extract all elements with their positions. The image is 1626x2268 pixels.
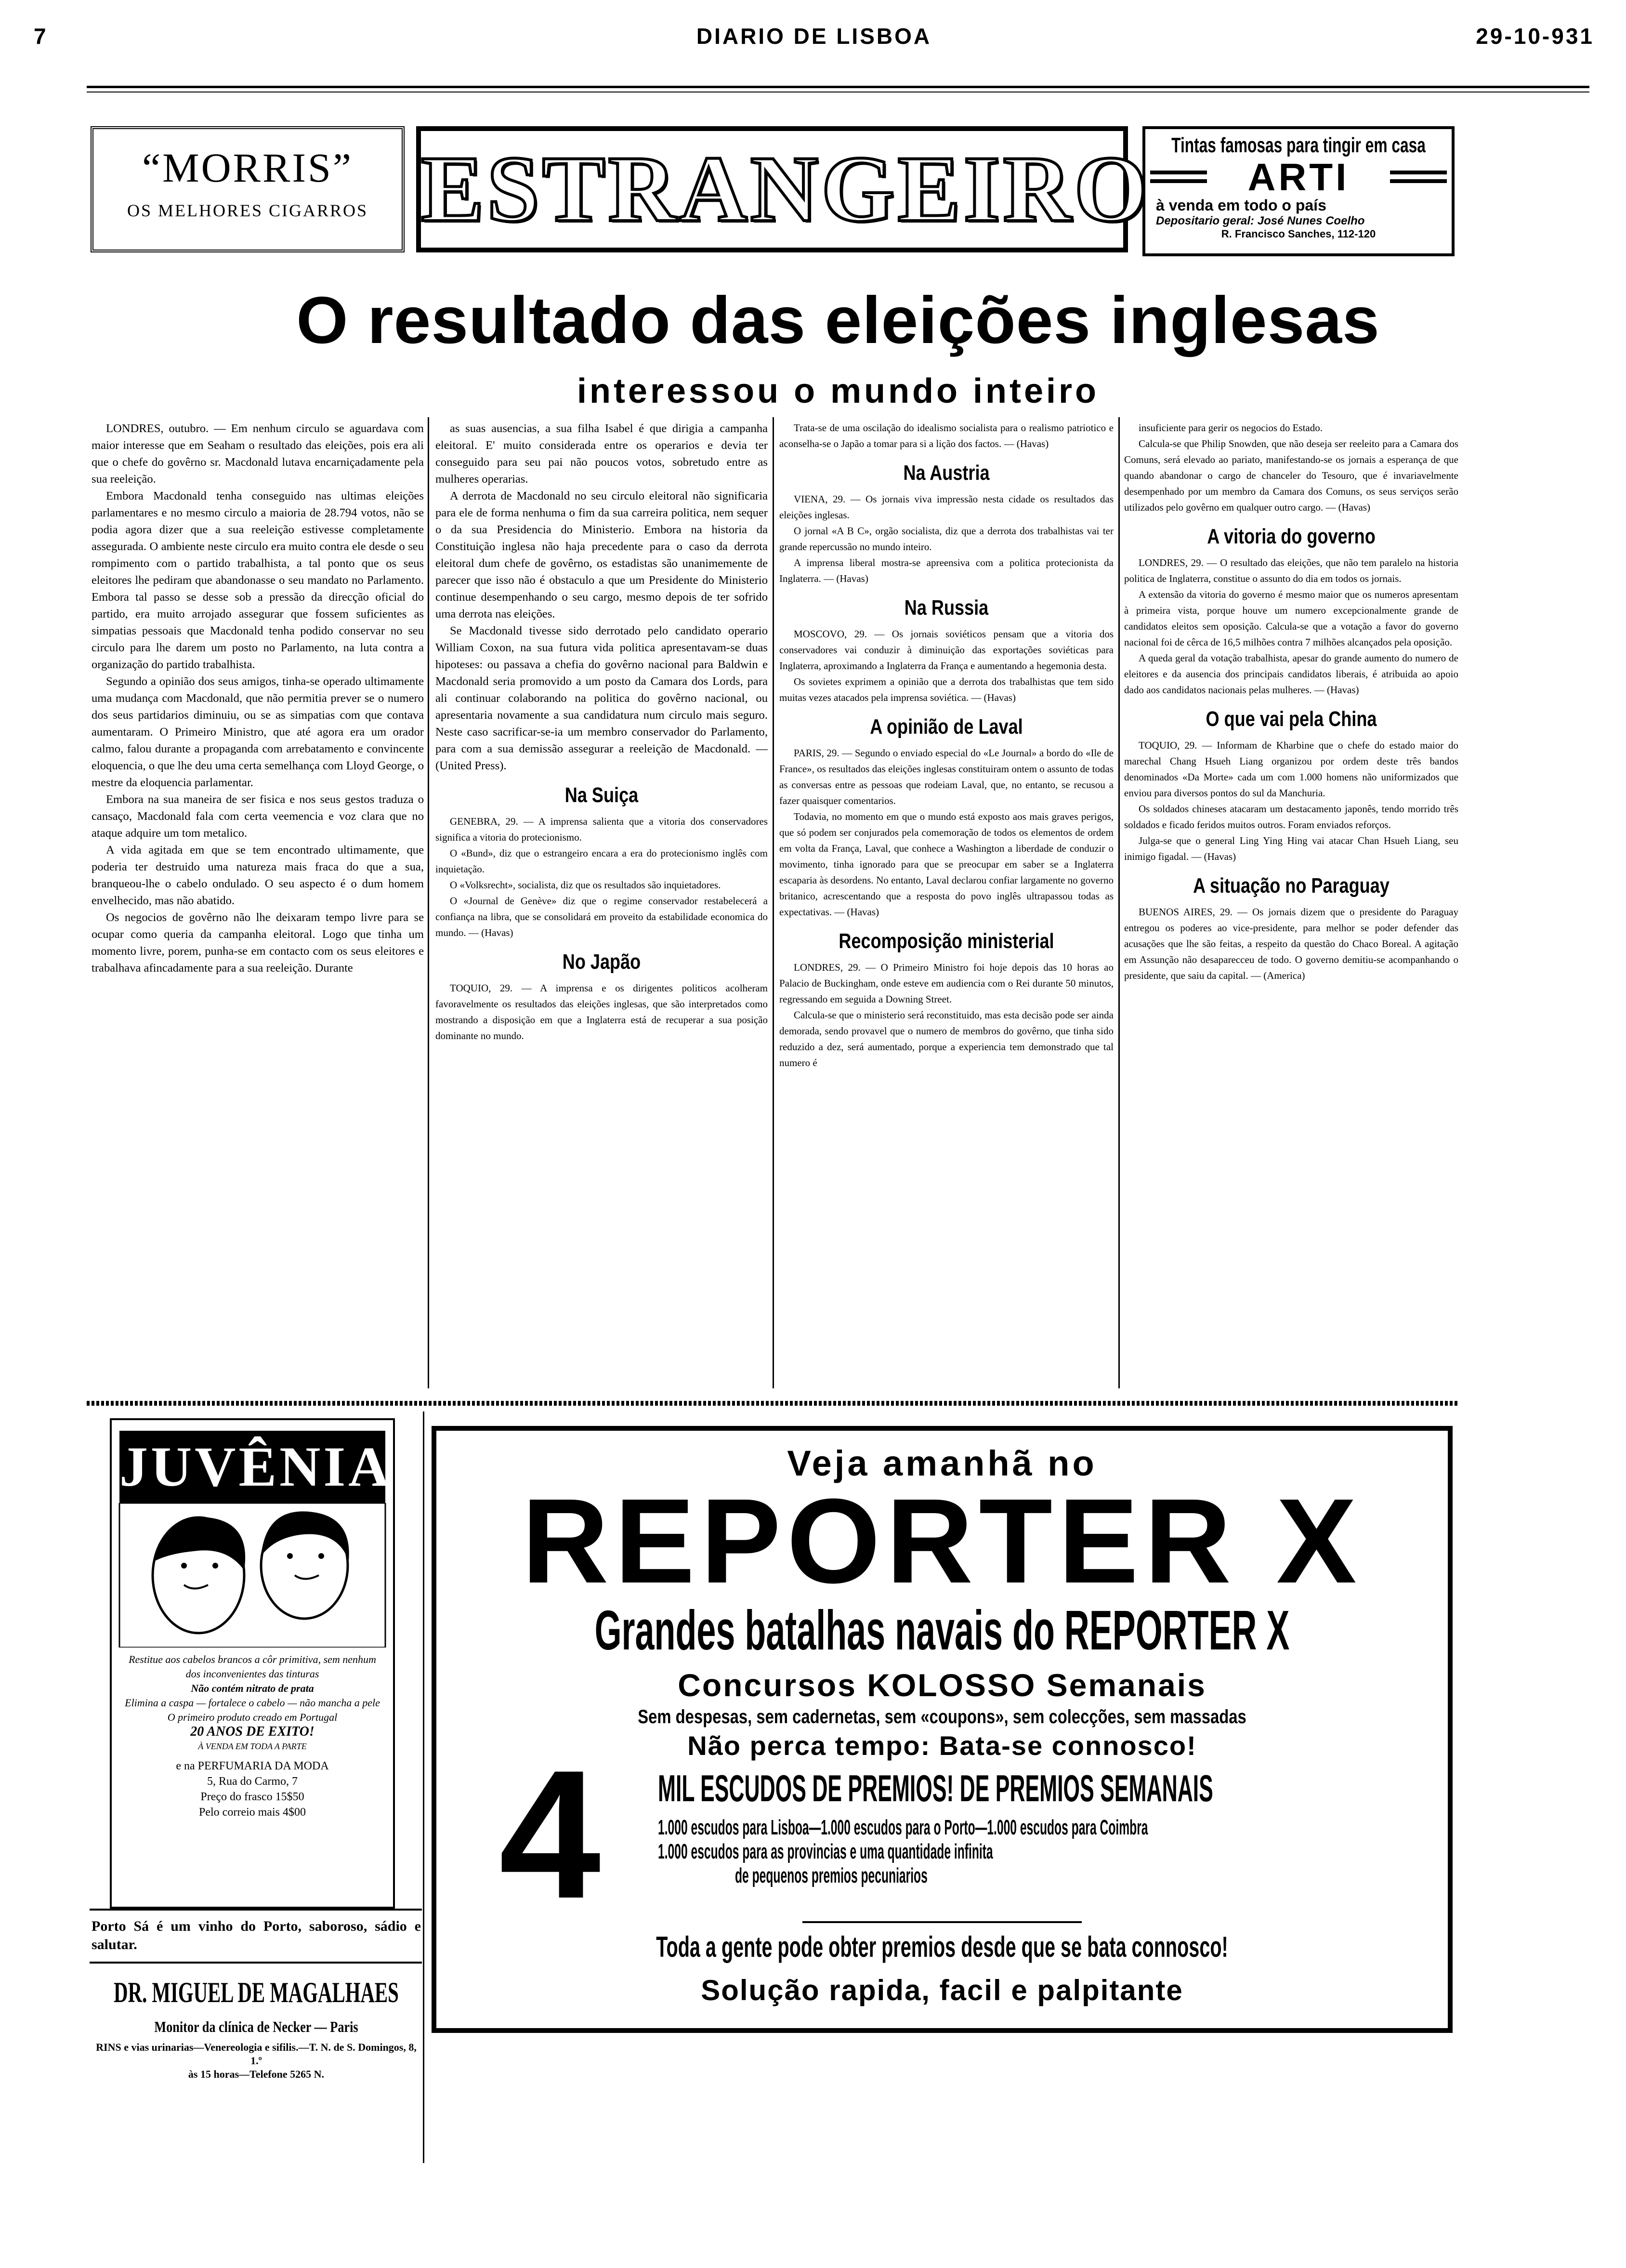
- main-subheadline: interessou o mundo inteiro: [577, 372, 1100, 410]
- article-paragraph: Calcula-se que o ministerio será reconstituido, mas esta decisão pode ser ainda demorada, sendo provavel que o numero de membros do govêrno, que tinha sido reduzido a dez, será aumentado, porque a experiencia tem demonstrado que tal numero é: [779, 1009, 1114, 1068]
- column-rule-1: [428, 417, 429, 1388]
- subhead-paraguay: A situação no Paraguay: [1193, 874, 1390, 897]
- page-number: 7: [34, 24, 48, 49]
- juvenia-bottom-rule: [90, 1909, 422, 1911]
- arti-address: R. Francisco Sanches, 112-120: [1221, 228, 1376, 240]
- subhead-laval: A opinião de Laval: [870, 715, 1023, 738]
- article-paragraph: A imprensa liberal mostra-se apreensiva com a politica protecionista da Inglaterra. — (Havas): [779, 557, 1114, 584]
- reporter-x-ad: [432, 1426, 1453, 2033]
- juvenia-text-line: 20 ANOS DE EXITO!: [190, 1724, 315, 1739]
- reporter-subtitle: Grandes batalhas navais do REPORTER X: [594, 1599, 1290, 1661]
- article-paragraph: TOQUIO, 29. — Informam de Kharbine que o chefe do estado maior do marechal Chang Hsueh Liang organizou por ordem deste três bandos denominados «Da Morte» cada um com 1.000 homens não uniformizados que enviou para diversos pontos do sul da Manchuria.: [1124, 739, 1458, 799]
- article-column-4: [1124, 420, 1458, 1393]
- main-headline: O resultado das eleições inglesas: [296, 283, 1380, 357]
- article-paragraph: Embora na sua maneira de ser fisica e nos seus gestos traduza o cansaço, Macdonald fala com certa veemencia e voz clara que no ataque adquire um tom metalico.: [92, 793, 424, 840]
- reporter-prize-line3: de pequenos premios pecuniarios: [735, 1864, 928, 1887]
- article-paragraph: VIENA, 29. — Os jornais viva impressão nesta cidade os resultados das eleições inglesas.: [779, 493, 1114, 521]
- subhead-suica: Na Suiça: [564, 783, 639, 807]
- subhead-recomposicao: Recomposição ministerial: [839, 929, 1054, 953]
- article-paragraph: Embora Macdonald tenha conseguido nas ultimas eleições parlamentares e no mesmo circulo a maioria de 28.794 votos, não se podia agora dizer que a sua reeleição estivesse completamente assegurada. O ambiente neste circulo era muito contra ele desde o seu rompimento com o partido trabalhista, a tal ponto que os seus eleitores lhe pediram que abandonasse o seu mandato no Parlamento. Embora tal passo se desse sob a pressão da direcção oficial do partido, era muito arrojado assegurar que fossem suficientes as simpatias pessoais que Macdonald tenha podido conservar no seu circulo para lhe darem um posto no Parlamento, na luta contra a organização do partido trabalhista.: [92, 489, 424, 671]
- article-paragraph: A extensão da vitoria do governo é mesmo maior que os numeros apresentam à primeira vista, porque houve um numero excepcionalmente grande de candidatos eleitos sem oposição. Calcula-se que a votação a favor do governo nacional foi de cêrca de 16,5 milhões contra 7 milhões alcançados pela oposição.: [1124, 589, 1458, 648]
- doctor-ad: [92, 1969, 421, 2081]
- juvenia-text-line: Elimina a caspa — fortalece o cabelo — não mancha a pele: [125, 1697, 380, 1709]
- subhead-japao: No Japão: [562, 950, 641, 974]
- section-title: ESTRANGEIRO: [421, 137, 1151, 241]
- column-rule-3: [1118, 417, 1120, 1388]
- article-paragraph: A queda geral da votação trabalhista, apesar do grande aumento do numero de eleitores e da ausencia dos principais candidatos liberais, é atribuida ao apoio dado aos candidatos nacionais pelas mulheres. — (Havas): [1124, 652, 1458, 696]
- article-paragraph: Se Macdonald tivesse sido derrotado pelo candidato operario William Coxon, na sua futura vida politica apresentavam-se duas hipoteses: ou passava a chefia do govêrno nacional para Baldwin e Macdonald seria promovido a um posto da Camara dos Lords, para ali continuar colaborando na politica do govêrno nacional, ou apresentaria novamente a sua candidatura num circulo mais seguro. Neste caso sacrificar-se-ia um membro conservador do Parlamento, para com a sua demissão assegurar a reeleição de Macdonald. — (United Press).: [435, 624, 768, 772]
- reporter-prize-line1: 1.000 escudos para Lisboa—1.000 escudos para o Porto—1.000 escudos para Coimbra: [658, 1816, 1148, 1839]
- subhead-austria: Na Austria: [903, 461, 990, 485]
- article-paragraph: Os soldados chineses atacaram um destacamento japonês, tendo morrido três soldados e ficado feridos muitos outros. Foram enviados reforços.: [1124, 803, 1458, 831]
- arti-brand: ARTI: [1247, 156, 1350, 198]
- arti-availability: à venda em todo o país: [1156, 197, 1326, 214]
- header-rule: [87, 86, 1589, 88]
- juvenia-shop: e na PERFUMARIA DA MODA: [176, 1760, 329, 1772]
- reporter-intro: Veja amanhã no: [787, 1443, 1097, 1483]
- juvenia-price: Preço do frasco 15$50: [200, 1791, 304, 1803]
- article-column-2: [435, 420, 768, 1393]
- issue-date: 29-10-931: [1476, 24, 1594, 49]
- morris-ad: [91, 126, 405, 252]
- juvenia-text-line: Não contém nitrato de prata: [191, 1682, 314, 1694]
- porto-ad: Porto Sá é um vinho do Porto, saboroso, sádio e salutar.: [92, 1918, 421, 1952]
- juvenia-text-line: Restitue aos cabelos brancos a côr primitiva, sem nenhum dos inconvenientes das tinturas: [129, 1653, 376, 1680]
- article-paragraph: BUENOS AIRES, 29. — Os jornais dizem que o presidente do Paraguay entregou os poderes ao vice-presidente, para melhor se poder defender das acusações que lhe são feitas, a respeito da questão do Chaco Boreal. A agitação em Assunção não desaparecceu de todo. O governo demitiu-se acompanhando o presidente, que saiu da capital. — (America): [1124, 906, 1458, 981]
- reporter-prize-headline: MIL ESCUDOS DE PREMIOS! DE PREMIOS SEMANAIS: [658, 1767, 1213, 1809]
- article-paragraph: A vida agitada em que se tem encontrado ultimamente, que poderia ter destruido uma natureza mais fraca do que a sua, branqueou-lhe o cabelo ondulado. O seu aspecto é o dum homem envelhecido, mas não abatido.: [92, 844, 424, 907]
- doctor-specialty: RINS e vias urinarias—Venereologia e sifilis.—T. N. de S. Domingos, 8, 1.º: [96, 2041, 417, 2067]
- subhead-china: O que vai pela China: [1206, 707, 1377, 731]
- juvenia-ad: [110, 1418, 395, 1909]
- reporter-tagline: Solução rapida, facil e palpitante: [701, 1974, 1183, 2006]
- article-column-3: [779, 420, 1114, 1393]
- article-paragraph: as suas ausencias, a sua filha Isabel é que dirigia a campanha eleitoral. E' muito considerada entre os operarios e devia ter conseguido para seu pai não poucos votos, sobretudo entre as mulheres operarias.: [435, 422, 768, 486]
- article-paragraph: LONDRES, outubro. — Em nenhum circulo se aguardava com maior interesse que em Seaham o resultado das eleições, pois era ali que o chefe do govêrno sr. Macdonald lutava encarniçadamente pela sua reeleição.: [92, 422, 424, 486]
- juvenia-text-line: O primeiro produto creado em Portugal: [167, 1711, 338, 1723]
- article-paragraph: LONDRES, 29. — O Primeiro Ministro foi hoje depois das 10 horas ao Palacio de Buckingham, onde esteve em audiencia com o Rei durante 50 minutos, regressando em seguida a Downing Street.: [779, 962, 1114, 1005]
- article-paragraph: O «Volksrecht», socialista, diz que os resultados são inquietadores.: [450, 879, 721, 891]
- arti-headline: Tintas famosas para tingir em casa: [1171, 133, 1426, 157]
- doctor-title: Monitor da clínica de Necker — Paris: [154, 2018, 358, 2035]
- arti-bar-right: [1390, 171, 1447, 183]
- arti-ad: [1142, 126, 1455, 256]
- reporter-contest: Concursos KOLOSSO Semanais: [678, 1667, 1206, 1703]
- article-paragraph: O «Bund», diz que o estrangeiro encara a era do protecionismo inglês com inquietação.: [435, 847, 768, 875]
- ads-vertical-rule: [423, 1411, 424, 2163]
- article-paragraph: A derrota de Macdonald no seu circulo eleitoral não significaria para ele de forma nenhuma o fim da sua carreira politica, nem sequer o da sua Presidencia do Ministerio. Embora na historia da Constituição inglesa não haja precedente para o caso da derrota eleitoral dum chefe de govêrno, os estadistas são unanimemente de parecer que isso não é obstaculo a que um Presidente do Ministerio continue desempenhando o seu cargo, mesmo depois de ter sofrido uma derrota nas eleições.: [435, 489, 768, 620]
- section-title-box: [416, 126, 1151, 252]
- article-paragraph: Segundo a opinião dos seus amigos, tinha-se operado ultimamente uma mudança com Macdonald, que não permitia prever se o numero dos seus partidarios diminuiu, ou se as simpatias com que contava aumentaram. O Primeiro Ministro, que até agora era um orador calmo, falou durante a propaganda com arrebatamento e convincente eloquencia, o que lhe deu uma certa semelhança com Lloyd George, o mestre da eloquencia parlamentar.: [92, 675, 424, 789]
- doctor-hours: às 15 horas—Telefone 5265 N.: [188, 2068, 325, 2080]
- article-paragraph: PARIS, 29. — Segundo o enviado especial do «Le Journal» a bordo do «Ile de France», os resultados das eleições inglesas constituiram ontem o assunto de todas as conversas entre as pessoas que rodeiam Laval, que, no entanto, se recusou a fazer quaisquer comentarios.: [779, 747, 1114, 806]
- article-paragraph: Os sovietes exprimem a opinião que a derrota dos trabalhistas que tem sido muitas vezes atacados pela imprensa soviética. — (Havas): [779, 676, 1114, 703]
- article-paragraph: Os negocios de govêrno não lhe deixaram tempo livre para se ocupar como queria da campanha eleitoral. Logo que tinha um momento livre, porem, punha-se em contacto com os seus eleitores e trabalhava afincadamente para a sua reeleição. Durante: [92, 911, 424, 975]
- juvenia-brand: JUVÊNIA: [119, 1431, 385, 1503]
- column-rule-2: [773, 417, 774, 1388]
- article-paragraph: Julga-se que o general Ling Ying Hing vai atacar Chan Hsueh Liang, seu inimigo figadal. — (Havas): [1124, 835, 1458, 862]
- article-paragraph: O jornal «A B C», orgão socialista, diz que a derrota dos trabalhistas vai ter grande repercussão no mundo inteiro.: [779, 525, 1114, 553]
- reporter-urgency: Não perca tempo: Bata-se connosco!: [687, 1730, 1197, 1761]
- reporter-title: REPORTER X: [522, 1474, 1363, 1608]
- subhead-vitoria: A vitoria do governo: [1207, 525, 1376, 548]
- doctor-name: DR. MIGUEL DE MAGALHAES: [114, 1977, 399, 2008]
- article-paragraph: TOQUIO, 29. — A imprensa e os dirigentes politicos acolheram favoravelmente os resultados das eleições inglesas, que são interpretados como mostrando a disposição em que a Inglaterra está de recuperar a sua posição dominante no mundo.: [435, 982, 768, 1042]
- juvenia-mail-price: Pelo correio mais 4$00: [199, 1806, 306, 1819]
- reporter-big-number: 4: [499, 1732, 601, 1937]
- porto-bottom-rule: [90, 1962, 422, 1964]
- juvenia-street: 5, Rua do Carmo, 7: [207, 1775, 298, 1788]
- subhead-russia: Na Russia: [904, 596, 989, 620]
- reporter-everyone: Toda a gente pode obter premios desde que se bata connosco!: [656, 1931, 1228, 1963]
- article-paragraph: GENEBRA, 29. — A imprensa salienta que a vitoria dos conservadores significa a vitoria do protecionismo.: [435, 816, 768, 843]
- newspaper-name: DIARIO DE LISBOA: [696, 24, 932, 49]
- morris-brand: “MORRIS”: [142, 145, 354, 191]
- arti-depositary: Depositario geral: José Nunes Coelho: [1156, 214, 1365, 227]
- article-paragraph: O «Journal de Genève» diz que o regime conservador restabelecerá a confiança na libra, que se consolidará em proveito da estabilidade economica do mundo. — (Havas): [435, 895, 768, 938]
- reporter-conditions: Sem despesas, sem cadernetas, sem «coupons», sem colecções, sem massadas: [638, 1706, 1246, 1727]
- morris-tagline: OS MELHORES CIGARROS: [127, 201, 368, 220]
- article-paragraph: Calcula-se que Philip Snowden, que não deseja ser reeleito para a Camara dos Comuns, será elevado ao pariato, manifestando-se os jornais a esperança de que quando abandonar o cargo de chanceler do Tesouro, que é invariavelmente desempenhado por um membro da Camara dos Comuns, os seus serviços serão utilizados pelo govêrno em qualquer outro cargo. — (Havas): [1124, 438, 1458, 513]
- article-paragraph: LONDRES, 29. — O resultado das eleições, que não tem paralelo na historia politica de Inglaterra, constitue o assunto do dia em todos os jornais.: [1124, 557, 1458, 584]
- ads-divider: [87, 1401, 1459, 1406]
- article-column-1: [92, 420, 424, 1393]
- article-paragraph: insuficiente para gerir os negocios do Estado.: [1139, 422, 1323, 434]
- article-paragraph: Trata-se de uma oscilação do idealismo socialista para o realismo patriotico e aconselha-se o Japão a tomar para si a lição dos factos. — (Havas): [779, 422, 1114, 449]
- arti-bar-left: [1150, 171, 1207, 183]
- juvenia-text-line: À VENDA EM TODA A PARTE: [198, 1741, 307, 1751]
- article-paragraph: Todavia, no momento em que o mundo está exposto aos mais graves perigos, que só podem ser conjurados pela comemoração de todos os elementos de ordem em volta da França, Laval, que conhece a Washington a liberdade de conduzir o movimento, tinha ignorado para que se preocupar em saber se a Inglaterra escaparia às desordens. No entanto, Laval declarou confiar largamente no governo britanico, acrescentando que a resposta do povo inglês ultrapassou todas as expectativas. — (Havas): [779, 811, 1114, 918]
- article-paragraph: MOSCOVO, 29. — Os jornais soviéticos pensam que a vitoria dos conservadores vai conduzir à diminuição das exportações soviéticas para Inglaterra, aproximando a Inglaterra da França e aumentando a hegemonia desta.: [779, 628, 1114, 672]
- juvenia-illustration: [112, 1503, 393, 1648]
- reporter-prize-line2: 1.000 escudos para as provincias e uma quantidade infinita: [658, 1840, 993, 1863]
